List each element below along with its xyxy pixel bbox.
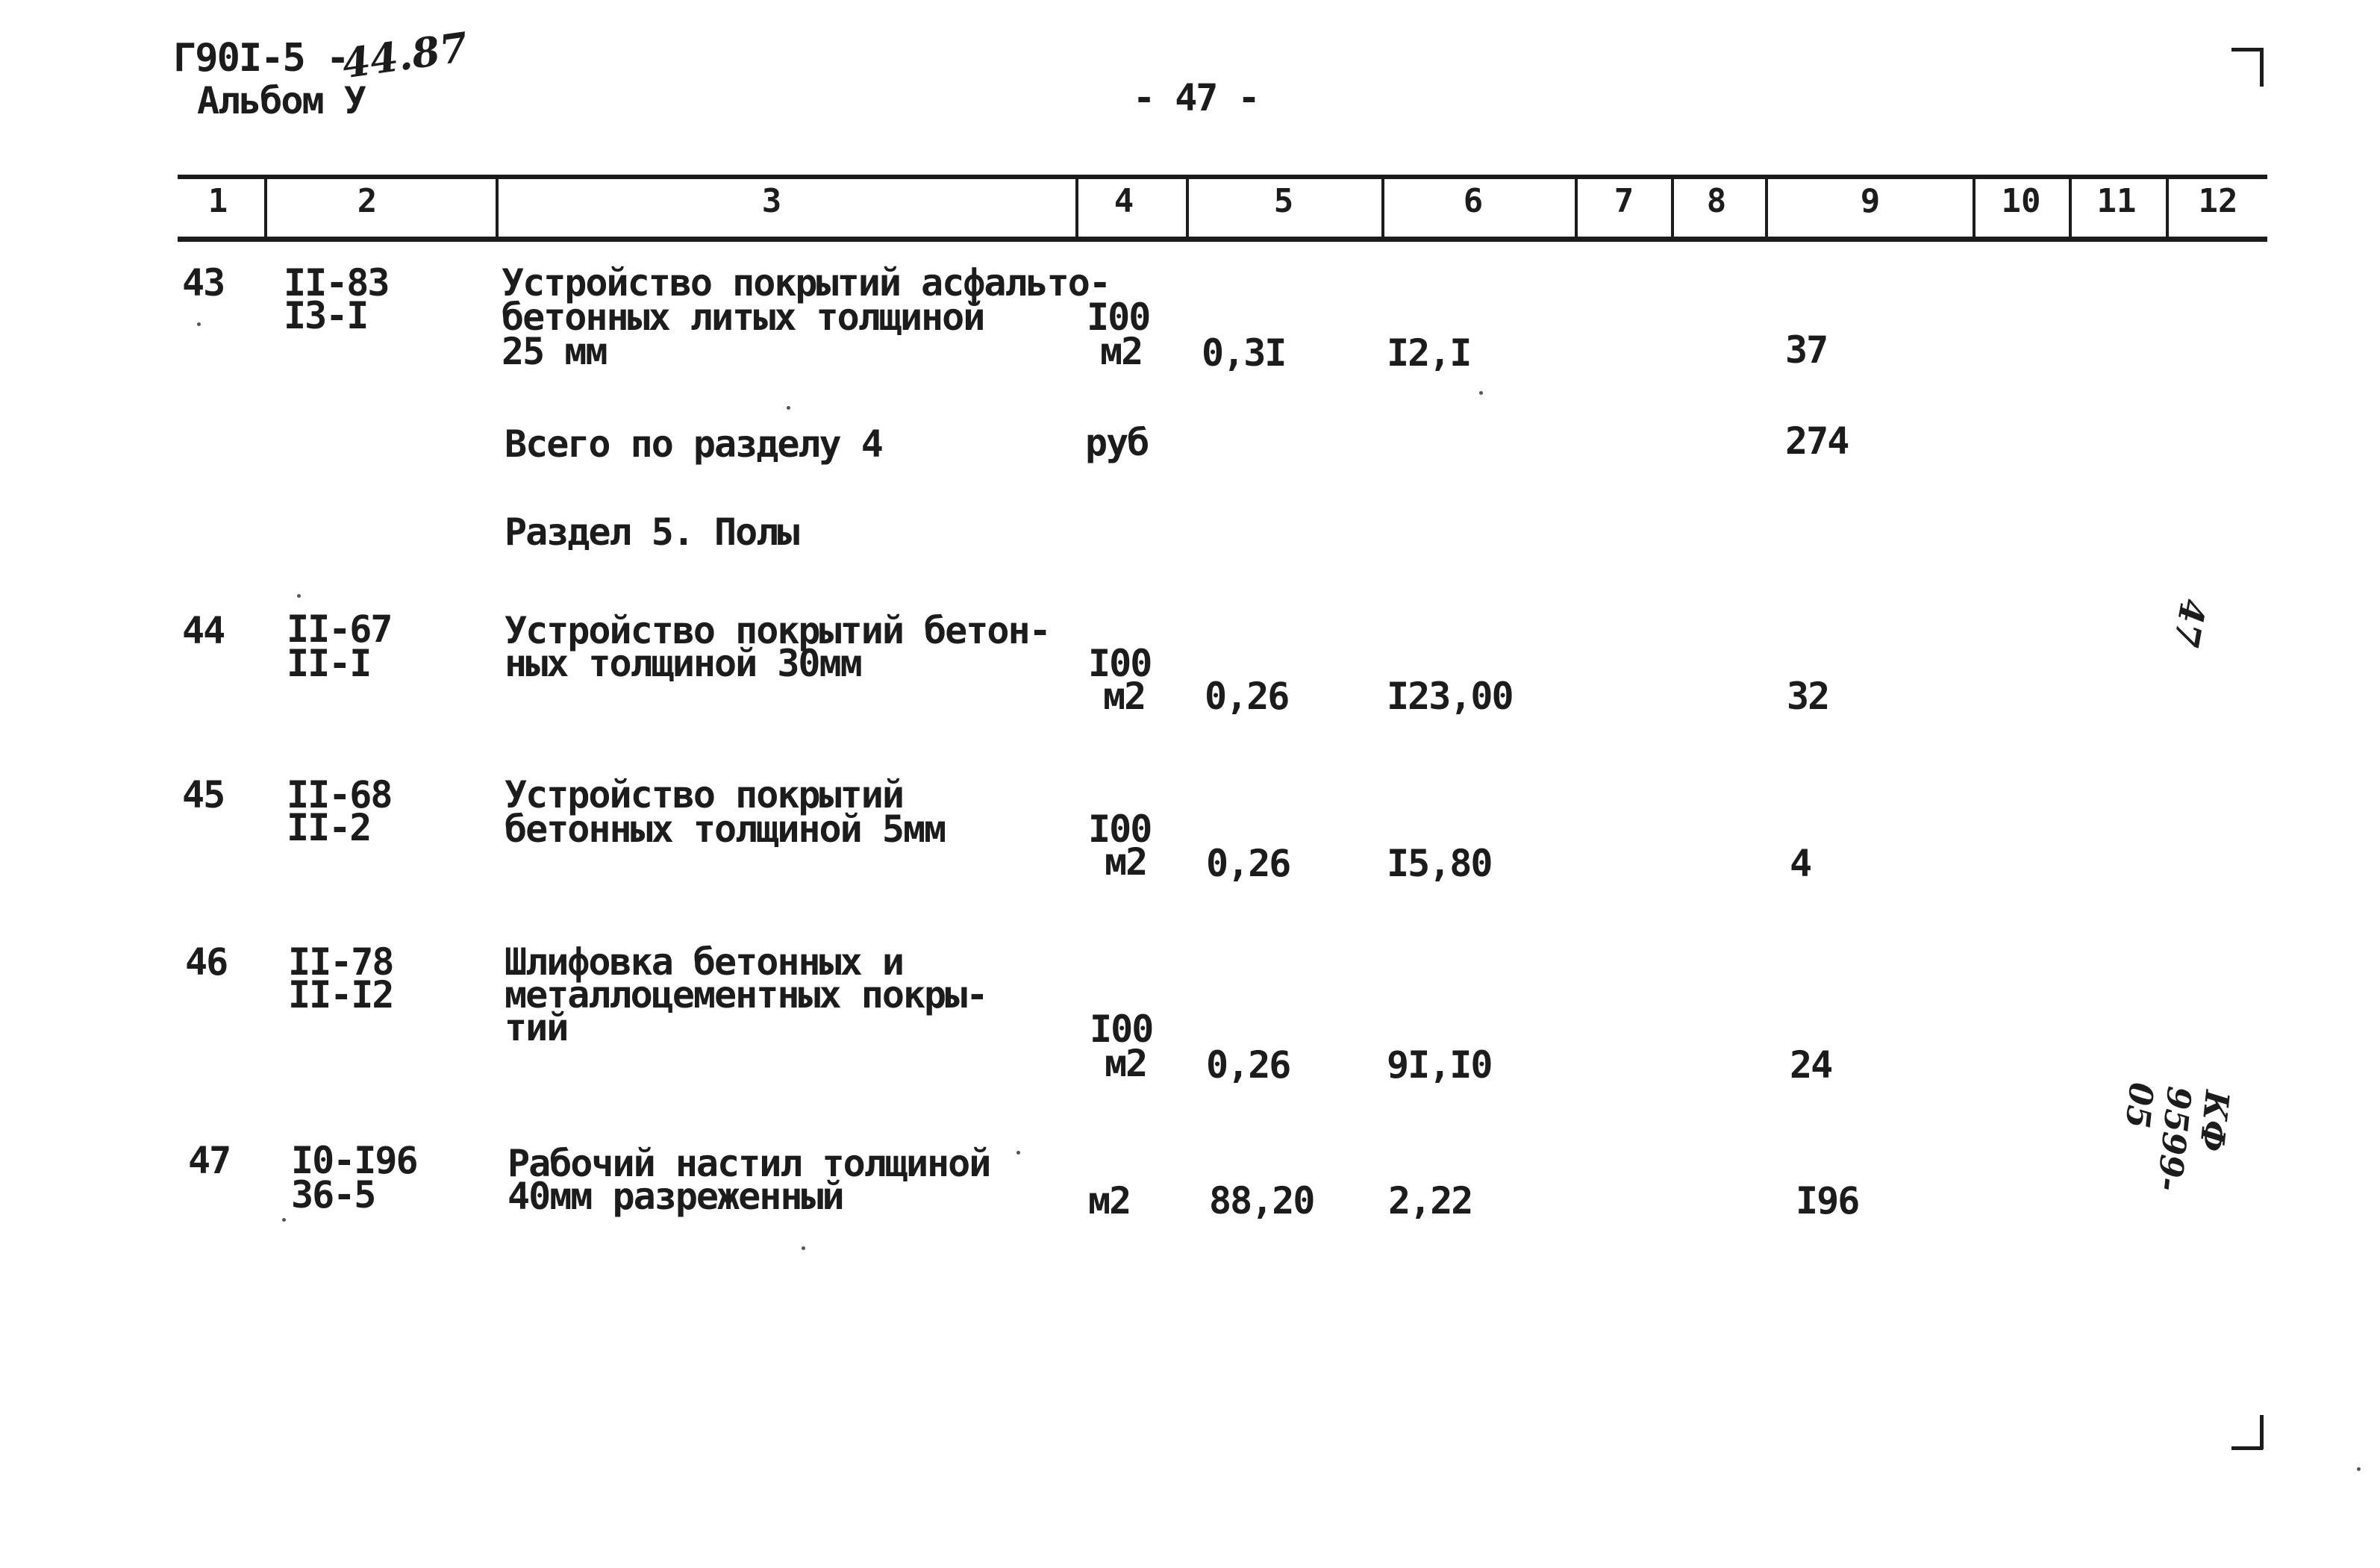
total-cost: I96 — [1796, 1179, 1859, 1222]
work-description: металлоцементных покры- — [505, 973, 987, 1016]
corner-mark-top-right — [2231, 48, 2263, 51]
quantity: 0,26 — [1206, 842, 1290, 885]
norm-code: I3-I — [284, 294, 368, 337]
quantity: 88,20 — [1209, 1179, 1314, 1222]
scan-speck — [2357, 1467, 2361, 1471]
norm-code: II-78 — [288, 940, 393, 984]
scan-speck — [197, 322, 201, 326]
scan-speck — [282, 1218, 286, 1222]
column-header-7: 7 — [1614, 182, 1634, 220]
unit: м2 — [1103, 675, 1146, 718]
corner-mark-top-right-vertical — [2260, 48, 2264, 87]
column-header-2: 2 — [357, 182, 378, 220]
unit-price: 2,22 — [1388, 1179, 1472, 1222]
scan-speck — [297, 594, 301, 598]
work-description: бетонных толщиной 5мм — [505, 808, 946, 851]
work-description: Устройство покрытий — [505, 773, 903, 816]
column-divider — [1186, 177, 1189, 241]
album-label: Альбом У — [197, 79, 365, 122]
margin-page-mark: 47 — [2165, 596, 2214, 651]
row-number: 44 — [182, 609, 225, 652]
column-divider — [2166, 177, 2169, 241]
document-code-handwritten: 44.87 — [339, 22, 471, 88]
section-total-unit: руб — [1085, 421, 1149, 464]
column-header-4: 4 — [1114, 182, 1134, 220]
quantity: 0,26 — [1205, 675, 1289, 718]
column-divider — [1973, 177, 1975, 241]
total-cost: 24 — [1790, 1043, 1832, 1087]
corner-mark-bottom-right — [2231, 1446, 2263, 1450]
table-header-bottom-rule — [178, 237, 2267, 242]
unit: м2 — [1088, 1179, 1131, 1222]
unit-price: I2,I — [1387, 331, 1471, 375]
unit-multiplier: I00 — [1088, 808, 1152, 851]
column-header-10: 10 — [2001, 182, 2041, 220]
unit-price: I23,00 — [1387, 675, 1513, 718]
quantity: 0,3I — [1202, 331, 1286, 375]
column-divider — [496, 177, 499, 241]
unit-multiplier: I00 — [1090, 1008, 1153, 1051]
row-number: 43 — [182, 261, 225, 304]
document-code: Г90I-5 - — [173, 36, 349, 81]
column-divider — [1075, 177, 1078, 241]
column-divider — [1671, 177, 1674, 241]
column-header-5: 5 — [1273, 182, 1294, 220]
column-divider — [1381, 177, 1384, 241]
scan-speck — [1016, 1151, 1020, 1155]
work-description: Устройство покрытий бетон- — [505, 609, 1050, 652]
unit-price: I5,80 — [1387, 842, 1492, 885]
page-number: - 47 - — [1133, 76, 1259, 119]
norm-code: II-83 — [284, 261, 389, 304]
unit-multiplier: I00 — [1088, 642, 1152, 685]
table-header-top-rule — [178, 175, 2267, 179]
unit-multiplier: I00 — [1087, 296, 1150, 339]
work-description: тий — [505, 1006, 568, 1049]
scan-speck — [802, 1246, 805, 1250]
total-cost: 4 — [1790, 842, 1811, 885]
norm-code: I0-I96 — [291, 1139, 417, 1182]
quantity: 0,26 — [1206, 1043, 1290, 1087]
column-header-8: 8 — [1706, 182, 1727, 220]
scan-speck — [787, 406, 790, 410]
work-description: ных толщиной 30мм — [505, 642, 861, 685]
section-heading: Раздел 5. Полы — [505, 510, 799, 554]
norm-code: II-I2 — [288, 973, 393, 1016]
norm-code: II-67 — [287, 607, 392, 651]
column-divider — [1575, 177, 1578, 241]
unit: м2 — [1100, 330, 1143, 373]
unit: м2 — [1105, 840, 1147, 884]
norm-code: II-68 — [287, 773, 392, 816]
work-description: Рабочий настил толщиной — [507, 1142, 990, 1185]
scan-speck — [1479, 391, 1483, 395]
row-number: 45 — [182, 773, 225, 816]
section-total-label: Всего по разделу 4 — [505, 422, 882, 466]
work-description: Устройство покрытий асфальто- — [502, 261, 1110, 304]
norm-code: II-I — [287, 642, 371, 685]
corner-mark-bottom-right-vertical — [2260, 1415, 2264, 1449]
total-cost: 32 — [1787, 675, 1829, 718]
column-divider — [1765, 177, 1768, 241]
work-description: Шлифовка бетонных и — [505, 940, 903, 984]
work-description: 40мм разреженный — [507, 1175, 843, 1218]
work-description: 25 мм — [502, 330, 607, 373]
unit-price: 9I,I0 — [1387, 1043, 1492, 1087]
work-description: бетонных литых толщиной — [502, 296, 984, 339]
margin-archive-code: КФ 9599-05 — [2117, 1081, 2236, 1193]
norm-code: 36-5 — [291, 1173, 375, 1216]
column-header-9: 9 — [1860, 182, 1881, 220]
column-header-1: 1 — [207, 182, 228, 220]
column-header-3: 3 — [761, 182, 782, 220]
column-header-11: 11 — [2096, 182, 2137, 220]
unit: м2 — [1105, 1042, 1147, 1085]
column-header-6: 6 — [1463, 182, 1484, 220]
norm-code: II-2 — [287, 806, 371, 849]
row-number: 47 — [188, 1139, 231, 1182]
row-number: 46 — [185, 940, 228, 984]
section-total-value: 274 — [1785, 419, 1849, 463]
column-divider — [2069, 177, 2072, 241]
total-cost: 37 — [1785, 328, 1828, 372]
column-divider — [264, 177, 267, 241]
column-header-12: 12 — [2198, 182, 2238, 220]
